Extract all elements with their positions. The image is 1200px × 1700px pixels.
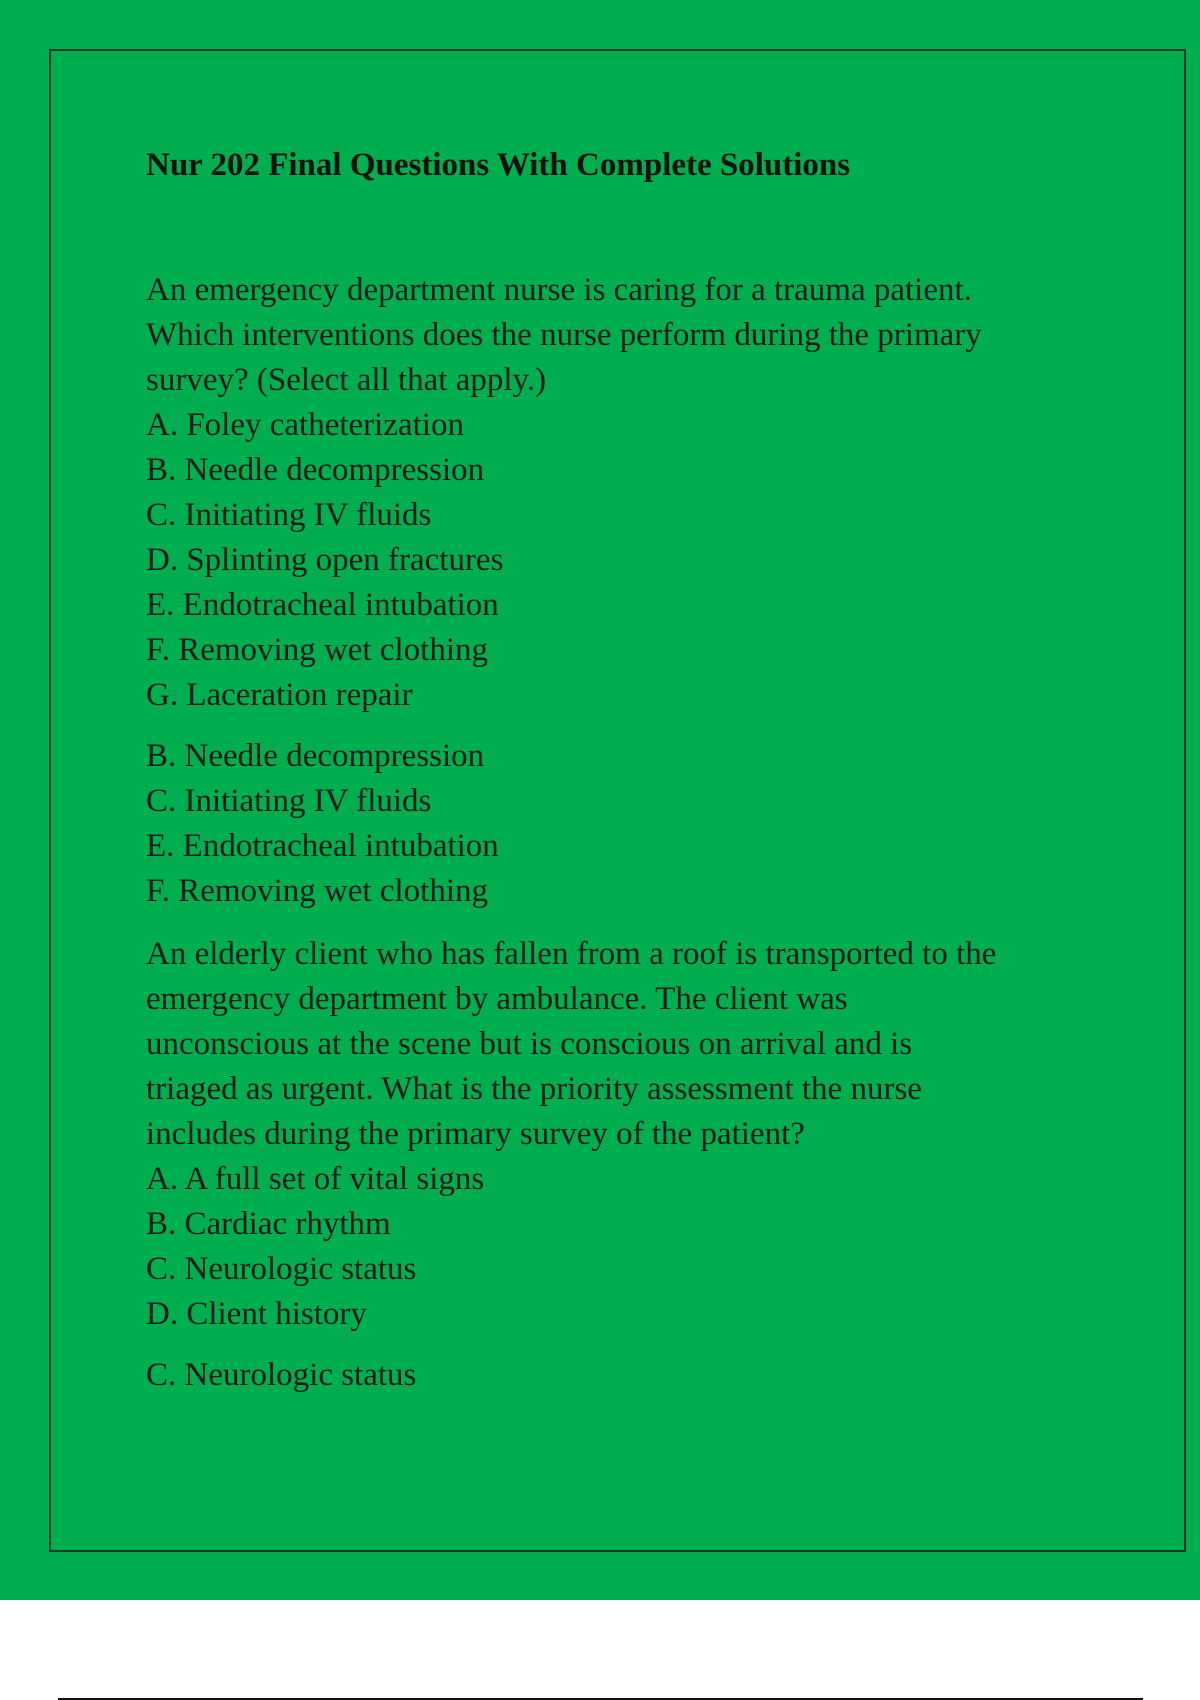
- question-1-answer: [146, 734, 1146, 914]
- question-2-stem-line: emergency department by ambulance. The client was: [146, 981, 848, 1017]
- document-title: Nur 202 Final Questions With Complete Solutions: [146, 147, 851, 183]
- question-1-answer-line: B. Needle decompression: [146, 738, 485, 774]
- question-1-stem-line: survey? (Select all that apply.): [146, 362, 547, 398]
- question-1-answer-line: F. Removing wet clothing: [146, 873, 489, 909]
- question-1-option-g: G. Laceration repair: [146, 677, 413, 713]
- question-1: [146, 268, 1146, 718]
- question-1-option-e: E. Endotracheal intubation: [146, 587, 499, 623]
- question-2-answer: [146, 1353, 1146, 1398]
- question-1-option-d: D. Splinting open fractures: [146, 542, 504, 578]
- question-2-stem-line: triaged as urgent. What is the priority assessment the nurse: [146, 1071, 922, 1107]
- question-2-option-b: B. Cardiac rhythm: [146, 1206, 391, 1242]
- question-2-answer-line: C. Neurologic status: [146, 1357, 417, 1393]
- question-2-stem-line: includes during the primary survey of the patient?: [146, 1116, 805, 1152]
- question-2-option-a: A. A full set of vital signs: [146, 1161, 485, 1197]
- question-1-answer-line: C. Initiating IV fluids: [146, 783, 432, 819]
- question-2-stem-line: An elderly client who has fallen from a roof is transported to the: [146, 936, 997, 972]
- question-1-option-a: A. Foley catheterization: [146, 407, 464, 443]
- question-1-option-f: F. Removing wet clothing: [146, 632, 489, 668]
- question-2: [146, 932, 1146, 1337]
- question-2-stem-line: unconscious at the scene but is conscious on arrival and is: [146, 1026, 913, 1062]
- question-1-option-b: B. Needle decompression: [146, 452, 485, 488]
- question-1-stem-line: An emergency department nurse is caring for a trauma patient.: [146, 272, 972, 308]
- question-2-option-c: C. Neurologic status: [146, 1251, 417, 1287]
- question-2-option-d: D. Client history: [146, 1296, 367, 1332]
- question-1-answer-line: E. Endotracheal intubation: [146, 828, 499, 864]
- question-1-option-c: C. Initiating IV fluids: [146, 497, 432, 533]
- question-1-stem-line: Which interventions does the nurse perform during the primary: [146, 317, 982, 353]
